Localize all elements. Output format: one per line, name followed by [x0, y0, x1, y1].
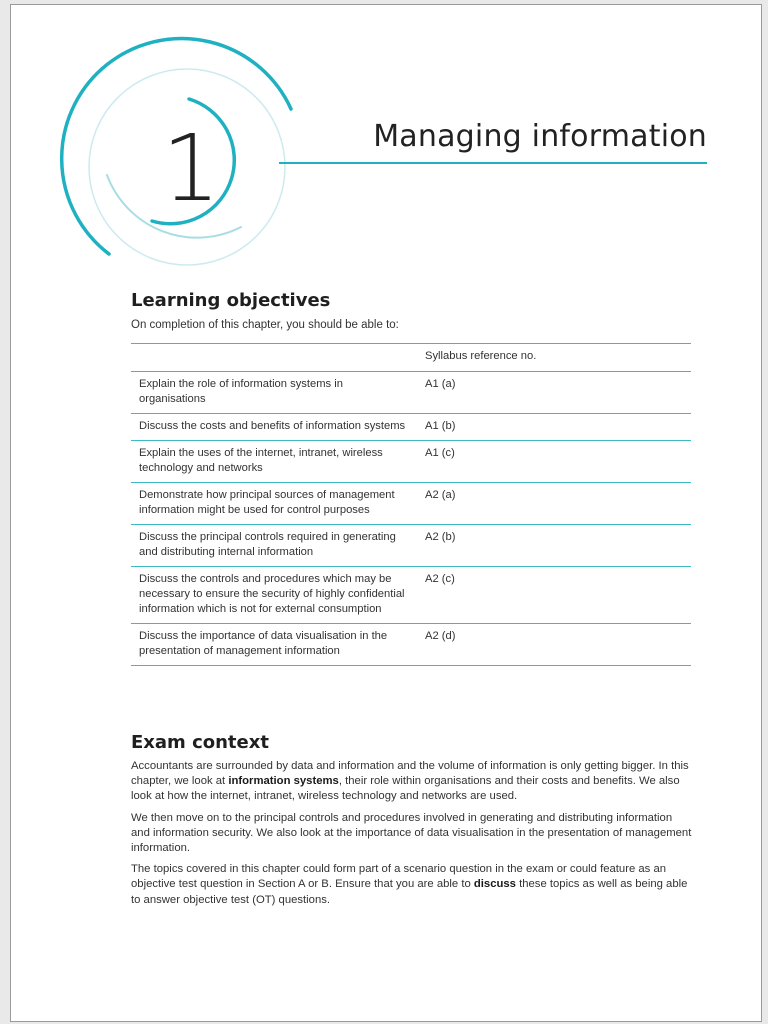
objective-text: Demonstrate how principal sources of management information might be used for control purposes [131, 483, 417, 525]
table-header-row [131, 344, 691, 372]
syllabus-reference: A1 (a) [417, 372, 691, 414]
syllabus-reference: A2 (c) [417, 567, 691, 624]
exam-context-heading: Exam context [131, 732, 269, 753]
objective-text: Discuss the controls and procedures which may be necessary to ensure the security of highly confidential information which is not for external consumption [131, 567, 417, 624]
exam-context-paragraph [131, 862, 693, 908]
exam-context-paragraph: We then move on to the principal controls and procedures involved in generating and distributing information and information security. We also look at the importance of data visualisation in the presentation of management information. [131, 811, 692, 855]
paragraph-text: , their role within organisations and their costs and benefits. We also look at how the internet, intranet, wireless technology and networks are used. [131, 775, 680, 803]
table-row [131, 372, 691, 414]
table-row [131, 414, 691, 441]
title-underline [279, 162, 707, 164]
syllabus-reference: A1 (c) [417, 441, 691, 483]
table-row [131, 624, 691, 666]
syllabus-reference: A2 (d) [417, 624, 691, 666]
syllabus-reference: A1 (b) [417, 414, 691, 441]
syllabus-reference-header: Syllabus reference no. [417, 344, 691, 372]
chapter-number: 1 [161, 115, 221, 222]
objective-text: Discuss the principal controls required in generating and distributing internal information [131, 525, 417, 567]
table-row [131, 483, 691, 525]
objective-column-header [131, 344, 417, 372]
syllabus-reference: A2 (b) [417, 525, 691, 567]
objective-text: Discuss the importance of data visualisation in the presentation of management information [131, 624, 417, 666]
learning-objectives-heading: Learning objectives [131, 290, 331, 311]
paragraph-text: The topics covered in this chapter could form part of a scenario question in the exam or could feature as an objective test question in Section A or B. Ensure that you are able to [131, 863, 667, 891]
table-row [131, 441, 691, 483]
chapter-title: Managing information [373, 119, 707, 154]
learning-objectives-table [131, 343, 691, 666]
objective-text: Explain the role of information systems in organisations [131, 372, 417, 414]
paragraph-text: these topics as well as being able to answer objective test (OT) questions. [131, 878, 688, 906]
syllabus-reference: A2 (a) [417, 483, 691, 525]
exam-context-body [131, 759, 693, 914]
objective-text: Explain the uses of the internet, intranet, wireless technology and networks [131, 441, 417, 483]
emphasis-text: discuss [473, 878, 516, 891]
paragraph-text: Accountants are surrounded by data and information and the volume of information is only getting bigger. In this chapter, we look at [131, 760, 689, 788]
table-row [131, 567, 691, 624]
exam-context-paragraph [131, 759, 693, 805]
table-row [131, 525, 691, 567]
emphasis-text: information systems [228, 775, 339, 788]
document-page [10, 4, 762, 1022]
learning-objectives-intro: On completion of this chapter, you should be able to: [131, 319, 399, 331]
objective-text: Discuss the costs and benefits of information systems [131, 414, 417, 441]
